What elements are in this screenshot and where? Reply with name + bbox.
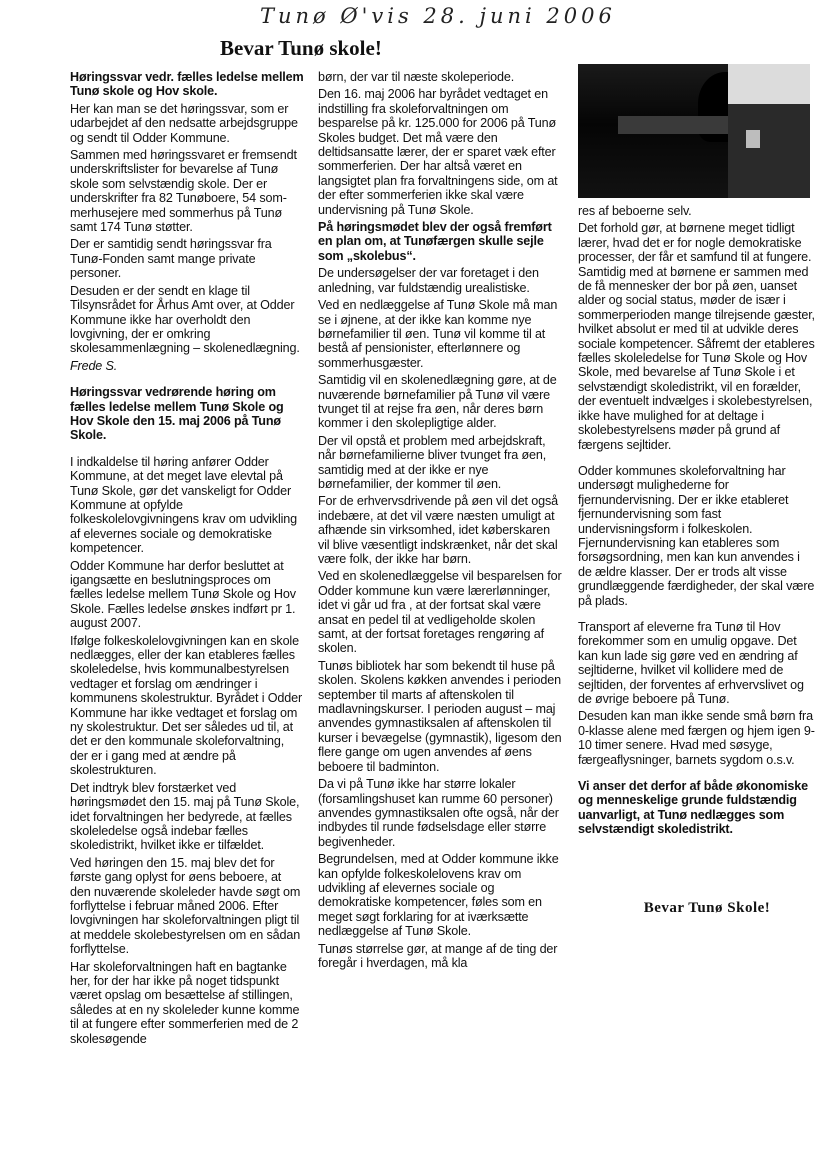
paragraph: Det indtryk blev forstærket ved høringsmødet den 15. maj på Tunø Skole, idet forvaltningen her bedyrede, at fælles skoleledelse også indebar fælles skoledistrikt, hvilket ikke er tilfældet. bbox=[70, 780, 300, 853]
photo-sky bbox=[728, 64, 810, 104]
paragraph: Odder Kommune har derfor besluttet at igangsætte en beslutningsproces om fælles ledelse mellem Tunø Skole og Hov Skole. Fælles ledelse ønskes indført pr 1. august 2007. bbox=[70, 558, 296, 631]
paragraph: Transport af eleverne fra Tunø til Hov forekommer som en umulig opgave. Det kan kun lade sig gøre ved en ændring af sejltiderne, hvilket vil kollidere med de sejltiden, der forventes af erhvervslivet og de øvrige beboere på Tunø. bbox=[578, 619, 804, 706]
paragraph: Ifølge folkeskolelovgivningen kan en skole nedlægges, eller der kan etableres fælles skoleledelse, hvis kommunalbestyrelsen vedtager et forslag om ændringer i kommunens skolestruktur. Byrådet i Odder Kommune har ikke vedtaget et forslag om ny skolestruktur. Det ser således ud til, at det er den kommunale skoleforvaltning, der er i gang med at ændre på skolestrukturen. bbox=[70, 633, 302, 778]
paragraph: Det forhold gør, at børnene meget tidligt lærer, hvad det er for nogle demokratiske processer, der får et samfund til at fungere. Samtidig med at børnene er sammen med de få mennesker der bor på øen, uanset alder og social status, møder de især i sommerperioden mange tilrejsende gæster, hvilket absolut er med til at udvikle deres sociale kompetencer. Såfremt der etableres fælles skoleledelse for Tunø Skole og Hov Skole, med bevarelse af Tunø Skole i et selvstændigt skoledistrikt, vil en forælder, der eventuelt indvælges i skolebestyrelsen, ikke have mulighed for at deltage i skolebestyrelsens møder på grund af færgens sejltider. bbox=[578, 221, 815, 452]
paragraph: Der vil opstå et problem med arbejdskraft, når børnefamilierne bliver tvunget fra øen, samtidig med at der ikke er nye børnefamilier, der kommer til øen. bbox=[318, 433, 547, 491]
handwritten-date-note: Tunø Ø'vis 28. juni 2006 bbox=[260, 4, 616, 28]
paragraph: Desuden er der sendt en klage til Tilsynsrådet for Århus Amt over, at Odder Kommune ikke har overholdt den lovgivning, der er omkring skolesammenlægning – skolenedlægning. bbox=[70, 283, 300, 356]
paragraph: Ved høringen den 15. maj blev det for første gang oplyst for øens beboere, at den nuværende skoleleder havde søgt om forflyttelse i februar måned 2006. Efter lovgivningen har skoleforvaltningen pligt til at meddele skolebestyrelsen om en sådan forflyttelse. bbox=[70, 855, 301, 957]
photo-window bbox=[746, 130, 760, 148]
article-headline: Bevar Tunø skole! bbox=[220, 36, 382, 60]
paragraph: På høringsmødet blev der også fremført en plan om, at Tunøfærgen skulle sejle som „skolebus“. bbox=[318, 220, 552, 263]
conclusion: Vi anser det derfor af både økonomiske og menneskelige grunde fuldstændig uanvarligt, at Tunø nedlægges som selvstændigt skoledistrikt. bbox=[578, 779, 808, 837]
author-signature: Frede S. bbox=[70, 358, 118, 373]
paragraph: børn, der var til næste skoleperiode. bbox=[318, 70, 515, 84]
paragraph: res af beboerne selv. bbox=[578, 204, 692, 218]
paragraph: Har skoleforvaltningen haft en bagtanke her, for der har ikke på noget tidspunkt været opslag om besættelse af stillingen, således at en ny skoleleder kunne komme til at fungere efter sommerferien med de 2 skolesøgende bbox=[70, 959, 300, 1046]
section-heading: Høringssvar vedr. fælles ledelse mellem Tunø skole og Hov skole. bbox=[70, 70, 304, 99]
closing-slogan: Bevar Tunø Skole! bbox=[643, 900, 771, 916]
paragraph: Tunøs bibliotek har som bekendt til huse på skolen. Skolens køkken anvendes i perioden september til marts af aftenskolen til madlavningskurser. I perioden august – maj anvendes gymnastiksalen af aftenskolen til kurser i bevægelse (gymnastik), ligesom den flere gange om ugen anvendes af øens beboere til badminton. bbox=[318, 658, 562, 774]
paragraph: Her kan man se det høringssvar, som er udarbejdet af den nedsatte arbejdsgruppe og sendt til Odder Kommune. bbox=[70, 101, 298, 145]
photo-wall bbox=[728, 104, 810, 198]
paragraph: Ved en nedlæggelse af Tunø Skole må man se i øjnene, at der ikke kan komme nye børnefamilier til øen. Tunø vil komme til at bestå af pensionister, efterlønnere og sommerhusgæster. bbox=[318, 298, 558, 370]
paragraph: Odder kommunes skoleforvaltning har undersøgt mulighederne for fjernundervisning. Der er ikke etableret fjernundervisning som fast undervisningsform i folkeskolen. Fjernundervisning kan etableres som forsøgsordning, men kan kun anvendes i de ældre klasser. Der er trods alt visse grundlæggende færdigheder, der skal være på plads. bbox=[578, 463, 815, 608]
school-photo bbox=[578, 64, 810, 198]
paragraph: Samtidig vil en skolenedlægning gøre, at de nuværende børnefamilier på Tunø vil være tvunget til at rejse fra øen, når deres børn kommer i den skolepligtige alder. bbox=[318, 373, 557, 431]
paragraph: Desuden kan man ikke sende små børn fra 0-klasse alene med færgen og hjem igen 9-10 timer senere. Hvad med søsyge, færgeaflysninger, barnets sygdom o.s.v. bbox=[578, 709, 815, 767]
column-3 bbox=[578, 204, 816, 840]
paragraph: Da vi på Tunø ikke har større lokaler (forsamlingshuset kan rumme 60 personer) anvendes gymnastiksalen ofte også, når der indbydes til runde fødselsdage eller større begivenheder. bbox=[318, 777, 559, 849]
paragraph: For de erhvervsdrivende på øen vil det også indebære, at det vil være næsten umuligt at afhænde sin virksomhed, idet køberskaren vil blive væsentligt indskrænket, når det skal være folk, der ikke har børn. bbox=[318, 494, 558, 566]
column-2 bbox=[318, 70, 564, 973]
paragraph: Den 16. maj 2006 har byrådet vedtaget en indstilling fra skoleforvaltningen om besparelse på kr. 125.000 for 2006 på Tunø Skoles budget. Det må være den deltidsansatte lærer, der er sparet væk efter sommerferien. Der har altså været en langsigtet plan fra forvaltningens side, om at der efter sommerferien ikke skal være undervisning på Tunø Skole. bbox=[318, 87, 558, 217]
paragraph: I indkaldelse til høring anfører Odder Kommune, at det meget lave elevtal på Tunø Skole, gør det vanskeligt for Odder Kommune at opfylde folkeskolelovgivningens krav om udvikling af elevernes sociale og demokratiske kompetencer. bbox=[70, 454, 297, 556]
paragraph: Begrundelsen, med at Odder kommune ikke kan opfylde folkeskolelovens krav om udvikling af elevernes sociale og demokratiske kompetencer, føles som en meget søgt forklaring for at iværksætte nedlæggelse af Tunø Skole. bbox=[318, 852, 559, 939]
paragraph: Ved en skolenedlæggelse vil besparelsen for Odder kommune kun være lærerlønninger, idet vi går ud fra , at der fortsat skal være ansat en pedel til at vedligeholde skolen samt, at der fortsat foretages rengøring af skolen. bbox=[318, 569, 562, 656]
column-1 bbox=[70, 70, 304, 1049]
paragraph: Der er samtidig sendt høringssvar fra Tunø-Fonden samt mange private personer. bbox=[70, 237, 272, 281]
paragraph: De undersøgelser der var foretaget i den anledning, var fuldstændig urealistiske. bbox=[318, 266, 539, 295]
paragraph: Sammen med høringssvaret er fremsendt underskriftslister for bevarelse af Tunø skole som selvstændig skole. Der er underskrifter fra 82 Tunøboere, 54 som-merhusejere med sommerhus på Tunø samt 174 Tunø støtter. bbox=[70, 148, 297, 235]
paragraph: Tunøs størrelse gør, at mange af de ting der foregår i hverdagen, må kla bbox=[318, 941, 558, 970]
section-heading: Høringssvar vedrørende høring om fælles ledelse mellem Tunø Skole og Hov Skole den 15. maj 2006 på Tunø Skole. bbox=[70, 385, 284, 443]
photo-roof bbox=[618, 116, 738, 134]
